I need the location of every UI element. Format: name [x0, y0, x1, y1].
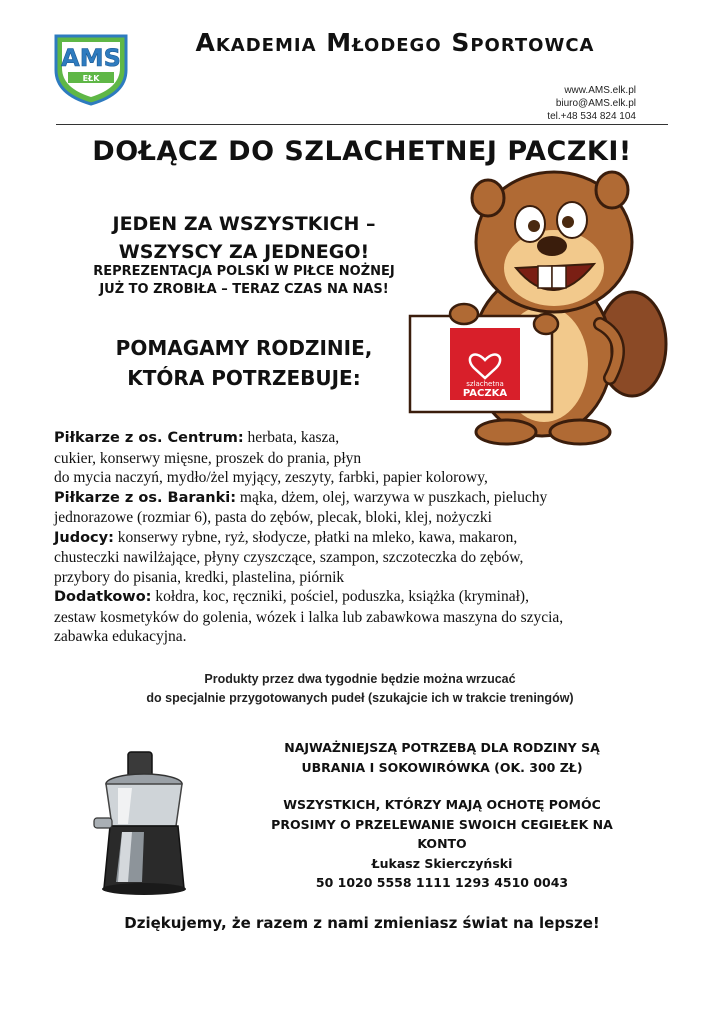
- needs-text: cukier, konserwy mięsne, proszek do prania, płyn: [54, 449, 362, 467]
- juicer-illustration: [92, 748, 202, 898]
- page-headline: DOŁĄCZ DO SZLACHETNEJ PACZKI!: [92, 136, 632, 167]
- needs-text: zabawka edukacyjna.: [54, 628, 187, 645]
- needs-list: [54, 428, 674, 647]
- slogan-main: [44, 210, 444, 266]
- bank-account-number: 50 1020 5558 1111 1293 4510 0043: [315, 875, 569, 890]
- needs-text: zestaw kosmetyków do golenia, wózek i lalka lub zabawkowa maszyna do szycia,: [54, 608, 564, 626]
- phone-number: tel.+48 534 824 104: [547, 111, 636, 122]
- donation-appeal: [250, 738, 634, 893]
- appeal-line: KONTO: [417, 836, 467, 851]
- needs-text: do mycia naczyń, mydło/żel myjący, zeszyty, farbki, papier kolorowy,: [54, 469, 488, 486]
- help-title: [44, 333, 444, 393]
- needs-item: [54, 587, 674, 647]
- notice-line: do specjalnie przygotowanych pudeł (szukajcie ich w trakcie treningów): [146, 691, 574, 705]
- needs-category: Piłkarze z os. Baranki:: [54, 489, 237, 506]
- email-link[interactable]: biuro@AMS.elk.pl: [555, 98, 636, 109]
- logo-text: AMS: [61, 44, 121, 72]
- spacer: [250, 777, 634, 795]
- needs-category: Dodatkowo:: [54, 589, 152, 605]
- sign-text-bottom: PACZKA: [462, 388, 508, 399]
- website-link[interactable]: www.AMS.elk.pl: [564, 85, 636, 96]
- sign-text-top: szlachetna: [466, 380, 504, 388]
- slogan-sub: [44, 263, 444, 299]
- needs-text: herbata, kasza,: [247, 429, 340, 446]
- contact-info: [547, 84, 636, 123]
- needs-text: kołdra, koc, ręczniki, pościel, poduszka, książka (kryminał),: [155, 588, 529, 605]
- help-title-line: KTÓRA POTRZEBUJE:: [127, 366, 361, 390]
- slogan-line: WSZYSCY ZA JEDNEGO!: [118, 241, 370, 263]
- appeal-line: PROSIMY O PRZELEWANIE SWOICH CEGIEŁEK NA: [271, 816, 613, 832]
- collection-notice: [60, 670, 660, 708]
- needs-category: Piłkarze z os. Centrum:: [54, 430, 244, 446]
- thank-you-message: Dziękujemy, że razem z nami zmieniasz świat na lepsze!: [124, 914, 600, 932]
- help-title-line: POMAGAMY RODZINIE,: [115, 336, 373, 360]
- needs-text: konserwy rybne, ryż, słodycze, płatki na mleko, kawa, makaron,: [117, 528, 518, 546]
- slogan-line: JUŻ TO ZROBIŁA – TERAZ CZAS NA NAS!: [99, 282, 389, 297]
- slogan-line: REPREZENTACJA POLSKI W PIŁCE NOŻNEJ: [93, 264, 395, 279]
- ams-logo: [48, 30, 134, 106]
- needs-text: mąka, dżem, olej, warzywa w puszkach, pieluchy: [239, 488, 548, 506]
- organization-name: Akademia Młodego Sportowca: [195, 28, 595, 57]
- needs-text: chusteczki nawilżające, płyny czyszczące, szampon, szczoteczka do zębów,: [54, 549, 524, 566]
- appeal-line: NAJWAŻNIEJSZĄ POTRZEBĄ DLA RODZINY SĄ: [284, 740, 600, 755]
- needs-text: jednorazowe (rozmiar 6), pasta do zębów, plecak, bloki, klej, nożyczki: [54, 509, 492, 526]
- appeal-line: UBRANIA I SOKOWIRÓWKA (OK. 300 ZŁ): [301, 759, 583, 775]
- header-divider: [56, 124, 668, 125]
- logo-subtext: EŁK: [82, 74, 100, 83]
- needs-item: [54, 428, 674, 488]
- needs-item: [54, 528, 674, 588]
- appeal-line: WSZYSTKICH, KTÓRZY MAJĄ OCHOTĘ POMÓC: [283, 797, 601, 812]
- needs-category: Judocy:: [54, 529, 114, 546]
- needs-item: [54, 488, 674, 528]
- slogan-line: JEDEN ZA WSZYSTKICH –: [112, 213, 376, 235]
- account-holder-name: Łukasz Skierczyński: [371, 855, 513, 871]
- needs-text: przybory do pisania, kredki, plastelina, piórnik: [54, 568, 345, 586]
- beaver-mascot-illustration: [404, 164, 674, 454]
- notice-line: Produkty przez dwa tygodnie będzie można wrzucać: [204, 672, 516, 686]
